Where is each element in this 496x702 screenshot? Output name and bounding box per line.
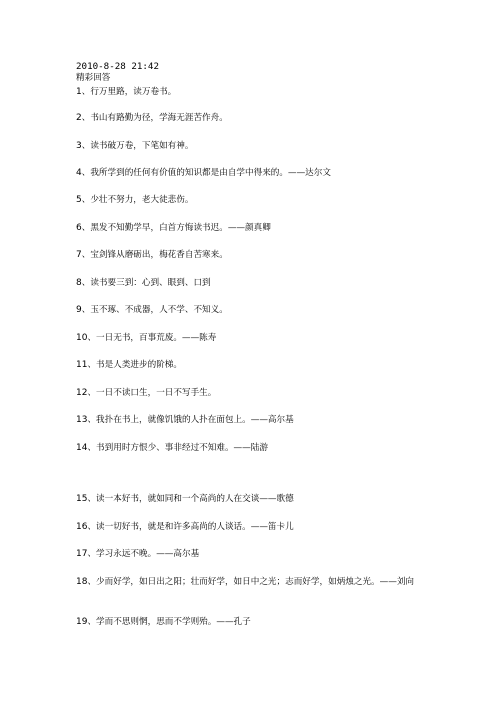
quote-text: 、黑发不知勤学早，白首方悔读书迟。——颜真卿 xyxy=(81,223,271,233)
quote-text: 、读一本好书，就如同和一个高尚的人在交谈——歌德 xyxy=(87,494,294,504)
quote-text: 、书山有路勤为径，学海无涯苦作舟。 xyxy=(81,113,228,123)
quote-text: 、我扑在书上，就像饥饿的人扑在面包上。——高尔基 xyxy=(87,415,294,425)
quote-number: 16 xyxy=(76,522,88,532)
quote-item-7 xyxy=(76,249,228,262)
quote-number: 5 xyxy=(76,195,82,205)
quote-item-13 xyxy=(76,414,294,427)
quote-text: 、学而不思则惘，思而不学则殆。——孔子 xyxy=(87,617,251,627)
quote-text: 、玉不琢、不成器，人不学、不知义。 xyxy=(81,305,228,315)
quote-text: 、宝剑锋从磨砺出，梅花香自苦寒来。 xyxy=(81,250,228,260)
heading: 精彩回答 xyxy=(76,73,111,83)
quote-item-10 xyxy=(76,332,216,345)
quote-text: 、读书破万卷，下笔如有神。 xyxy=(81,141,194,151)
quote-text: 、一日无书，百事荒废。——陈寿 xyxy=(87,333,217,343)
quote-number: 9 xyxy=(76,305,82,315)
quote-item-17 xyxy=(76,548,199,561)
quote-text: 、书到用时方恨少、事非经过不知难。——陆游 xyxy=(87,443,268,453)
quote-item-5 xyxy=(76,194,193,207)
quote-text: 、少壮不努力，老大徒悲伤。 xyxy=(81,195,194,205)
quote-text: 、我所学到的任何有价值的知识都是由自学中得来的。——达尔文 xyxy=(81,168,331,178)
quote-number: 13 xyxy=(76,415,88,425)
quote-item-14 xyxy=(76,442,268,455)
quote-number: 4 xyxy=(76,168,82,178)
quote-number: 10 xyxy=(76,333,88,343)
quote-item-3 xyxy=(76,140,193,153)
quote-number: 6 xyxy=(76,223,82,233)
quote-item-18 xyxy=(76,576,436,589)
quote-number: 7 xyxy=(76,250,82,260)
quote-item-1 xyxy=(76,86,176,99)
quote-number: 2 xyxy=(76,113,82,123)
quote-item-16 xyxy=(76,521,294,534)
quote-number: 18 xyxy=(76,577,88,587)
quote-text: 、少而好学，如日出之阳；壮而好学，如日中之光；志而好学，如炳烛之光。——刘向 xyxy=(87,577,415,587)
quote-text: 、读书要三到：心到、眼到、口到 xyxy=(81,278,211,288)
quote-text: 、书是人类进步的阶梯。 xyxy=(87,360,182,370)
quote-number: 8 xyxy=(76,278,82,288)
quote-item-2 xyxy=(76,112,228,125)
quote-item-19 xyxy=(76,616,251,629)
quote-number: 1 xyxy=(76,87,82,97)
quote-item-12 xyxy=(76,387,216,400)
quote-item-15 xyxy=(76,493,294,506)
quote-number: 14 xyxy=(76,443,88,453)
quote-item-9 xyxy=(76,304,228,317)
timestamp: 2010-8-28 21:42 xyxy=(76,61,159,72)
quote-text: 、读一切好书，就是和许多高尚的人谈话。——笛卡儿 xyxy=(87,522,294,532)
quote-number: 12 xyxy=(76,388,88,398)
quote-number: 19 xyxy=(76,617,88,627)
quote-text: 、一日不读口生，一日不写手生。 xyxy=(87,388,217,398)
quote-number: 11 xyxy=(76,360,88,370)
quote-item-11 xyxy=(76,359,182,372)
quote-text: 、行万里路，读万卷书。 xyxy=(81,87,177,97)
quote-item-4 xyxy=(76,167,331,180)
quote-item-6 xyxy=(76,222,271,235)
quote-text: 、学习永远不晚。——高尔基 xyxy=(87,549,200,559)
quote-item-8 xyxy=(76,277,211,290)
quote-number: 3 xyxy=(76,141,82,151)
quote-number: 17 xyxy=(76,549,88,559)
quote-number: 15 xyxy=(76,494,88,504)
